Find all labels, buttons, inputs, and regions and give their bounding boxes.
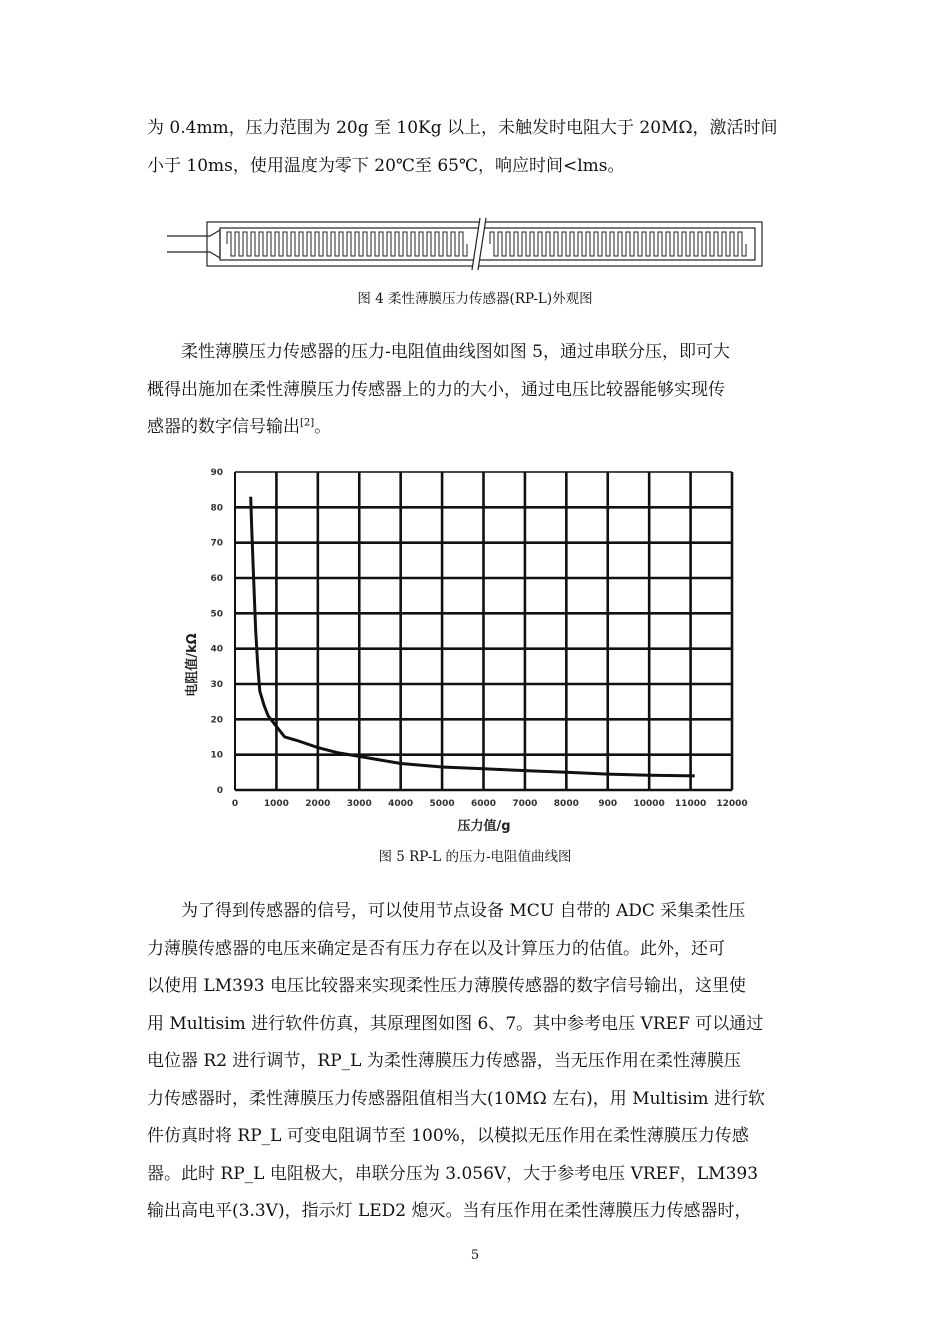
paragraph-line: 为了得到传感器的信号，可以使用节点设备 MCU 自带的 ADC 采集柔性压 (181, 901, 746, 921)
paragraph-top (147, 110, 807, 185)
paragraph-line: 小于 10ms，使用温度为零下 20℃至 65℃，响应时间<lms。 (147, 155, 625, 176)
x-tick-label: 6000 (470, 799, 497, 809)
page-number: 5 (470, 1248, 480, 1263)
x-tick-label: 12000 (716, 799, 748, 809)
x-tick-label: 4000 (388, 799, 414, 809)
chart-y-label: 电阻值/kΩ (185, 633, 200, 697)
x-tick-label: 5000 (429, 799, 455, 809)
paragraph-line: 柔性薄膜压力传感器的压力-电阻值曲线图如图 5，通过串联分压，即可大 (181, 342, 730, 362)
figure-4-caption: 图 4 柔性薄膜压力传感器(RP-L)外观图 (357, 291, 593, 307)
paragraph-text: 。 (314, 417, 332, 437)
y-tick-label: 60 (210, 574, 223, 584)
y-tick-label: 10 (210, 750, 223, 761)
paragraph-line: 输出高电平(3.3V)，指示灯 LED2 熄灭。当有压作用在柔性薄膜压力传感器时， (147, 1201, 752, 1221)
paragraph-line-with-citation (147, 409, 807, 447)
x-tick-label: 8000 (553, 799, 579, 809)
paragraph-line: 为 0.4mm，压力范围为 20g 至 10Kg 以上，未触发时电阻大于 20MΩ，激活时间 (147, 118, 778, 138)
y-tick-label: 30 (210, 680, 223, 690)
y-tick-label: 70 (210, 538, 223, 549)
x-tick-labels (232, 799, 748, 809)
x-tick-label: 10000 (633, 799, 665, 809)
x-tick-label: 7000 (512, 799, 538, 809)
citation-ref: [2] (300, 417, 315, 429)
y-tick-label: 50 (210, 609, 223, 620)
paragraph-line: 概得出施加在柔性薄膜压力传感器上的力的大小，通过电压比较器能够实现传 (147, 379, 725, 400)
y-tick-label: 90 (210, 468, 223, 478)
paragraph-text: 感器的数字信号输出 (147, 417, 300, 437)
paragraph-line: 力薄膜传感器的电压来确定是否有压力存在以及计算压力的估值。此外，还可 (147, 938, 725, 959)
pressure-resistance-chart (180, 460, 748, 840)
paragraph-line: 电位器 R2 进行调节，RP_L 为柔性薄膜压力传感器，当无压作用在柔性薄膜压 (147, 1051, 741, 1071)
paragraph-mid (147, 334, 807, 447)
paragraph-line: 器。此时 RP_L 电阻极大，串联分压为 3.056V，大于参考电压 VREF，LM393 (147, 1163, 759, 1184)
x-tick-label: 3000 (346, 799, 372, 809)
x-tick-label: 0 (231, 799, 239, 809)
x-tick-label: 900 (598, 799, 618, 809)
y-tick-labels (210, 468, 223, 796)
figure-5-caption: 图 5 RP-L 的压力-电阻值曲线图 (378, 849, 572, 865)
y-tick-label: 20 (210, 715, 223, 726)
x-tick-label: 2000 (305, 799, 331, 809)
x-tick-label: 11000 (674, 799, 707, 809)
paragraph-line: 件仿真时将 RP_L 可变电阻调节至 100%，以模拟无压作用在柔性薄膜压力传感 (147, 1126, 749, 1146)
y-tick-label: 80 (210, 503, 223, 514)
x-tick-label: 1000 (263, 799, 289, 809)
paragraph-line: 以使用 LM393 电压比较器来实现柔性压力薄膜传感器的数字信号输出，这里使 (147, 976, 746, 996)
chart-x-label: 压力值/g (457, 819, 511, 834)
y-tick-label: 0 (216, 786, 223, 796)
paragraph-line: 力传感器时，柔性薄膜压力传感器阻值相当大(10MΩ 左右)，用 Multisim 进行软 (147, 1088, 765, 1109)
paragraph-line: 用 Multisim 进行软件仿真，其原理图如图 6、7。其中参考电压 VREF 可以通过 (147, 1013, 764, 1034)
y-tick-label: 40 (210, 644, 223, 655)
sensor-outline-figure (165, 214, 775, 274)
paragraph-bottom (147, 893, 807, 1231)
chart-grid (235, 472, 732, 790)
